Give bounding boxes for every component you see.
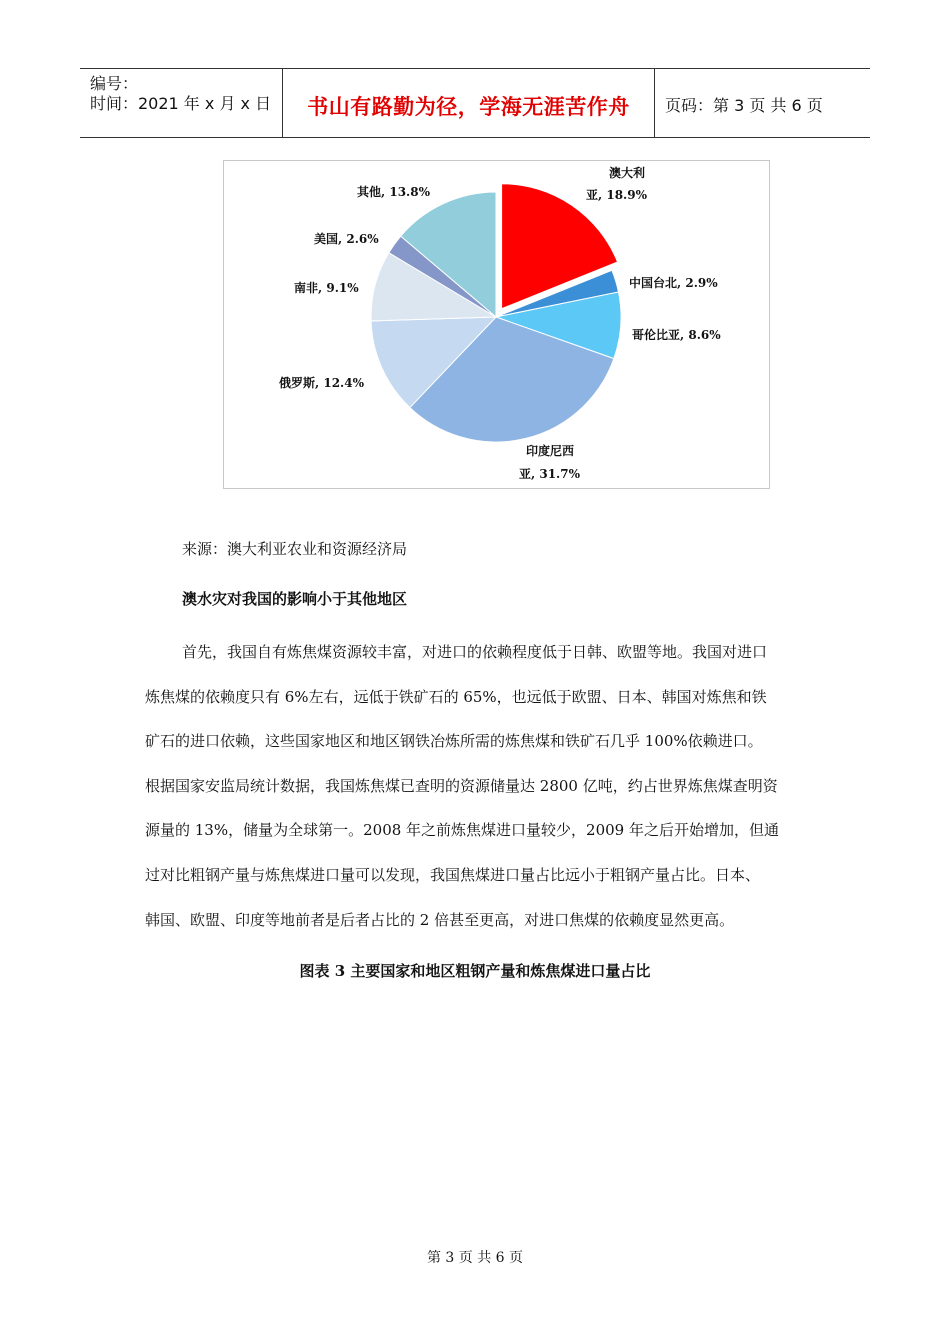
- paragraph-line: 根据国家安监局统计数据，我国炼焦煤已查明的资源储量达 2800 亿吨，约占世界炼焦煤查明资: [145, 776, 778, 795]
- time-label: 时间：2021 年 x 月 x 日: [90, 94, 272, 113]
- pie-data-label: 印度尼西: [526, 444, 575, 458]
- paragraph-line: 韩国、欧盟、印度等地前者是后者占比的 2 倍甚至更高，对进口焦煤的依赖度显然更高。: [145, 910, 735, 929]
- number-label: 编号：: [90, 74, 139, 93]
- pie-data-label: 其他, 13.8%: [357, 185, 430, 199]
- header-page-label: 页码：第 3 页 共 6 页: [665, 96, 823, 115]
- pie-data-label: 哥伦比亚, 8.6%: [632, 328, 721, 342]
- page-header: [80, 68, 870, 138]
- pie-data-label: 南非, 9.1%: [294, 281, 359, 295]
- section-heading: 澳水灾对我国的影响小于其他地区: [182, 590, 408, 608]
- figure-caption: 图表 3 主要国家和地区粗钢产量和炼焦煤进口量占比: [299, 962, 651, 980]
- paragraph-line: 过对比粗钢产量与炼焦煤进口量可以发现，我国焦煤进口量占比远小于粗钢产量占比。日本、: [145, 865, 761, 884]
- header-page-cell: [655, 69, 870, 137]
- source-note: 来源：澳大利亚农业和资源经济局: [182, 540, 408, 558]
- pie-data-label: 俄罗斯, 12.4%: [279, 376, 364, 390]
- paragraph-line: 首先，我国自有炼焦煤资源较丰富，对进口的依赖程度低于日韩、欧盟等地。我国对进口: [182, 643, 768, 661]
- header-slogan-cell: [283, 69, 655, 137]
- pie-chart-svg: [224, 161, 769, 488]
- header-meta: [80, 69, 283, 137]
- pie-data-label: 亚, 31.7%: [519, 467, 580, 481]
- body-paragraph: [145, 630, 809, 942]
- pie-data-label: 中国台北, 2.9%: [629, 276, 718, 290]
- pie-data-label: 澳大利: [609, 166, 646, 180]
- pie-chart: [223, 160, 770, 489]
- paragraph-line: 源量的 13%，储量为全球第一。2008 年之前炼焦煤进口量较少，2009 年之后开始增加，但通: [145, 821, 779, 840]
- page-footer: 第 3 页 共 6 页: [426, 1250, 524, 1266]
- pie-data-label: 美国, 2.6%: [314, 232, 379, 246]
- slogan: 书山有路勤为径，学海无涯苦作舟: [307, 95, 630, 119]
- paragraph-line: 炼焦煤的依赖度只有 6%左右，远低于铁矿石的 65%，也远低于欧盟、日本、韩国对炼焦和铁: [145, 687, 767, 706]
- paragraph-line: 矿石的进口依赖，这些国家地区和地区钢铁冶炼所需的炼焦煤和铁矿石几乎 100%依赖进口。: [145, 732, 763, 751]
- pie-data-label: 亚, 18.9%: [586, 188, 647, 202]
